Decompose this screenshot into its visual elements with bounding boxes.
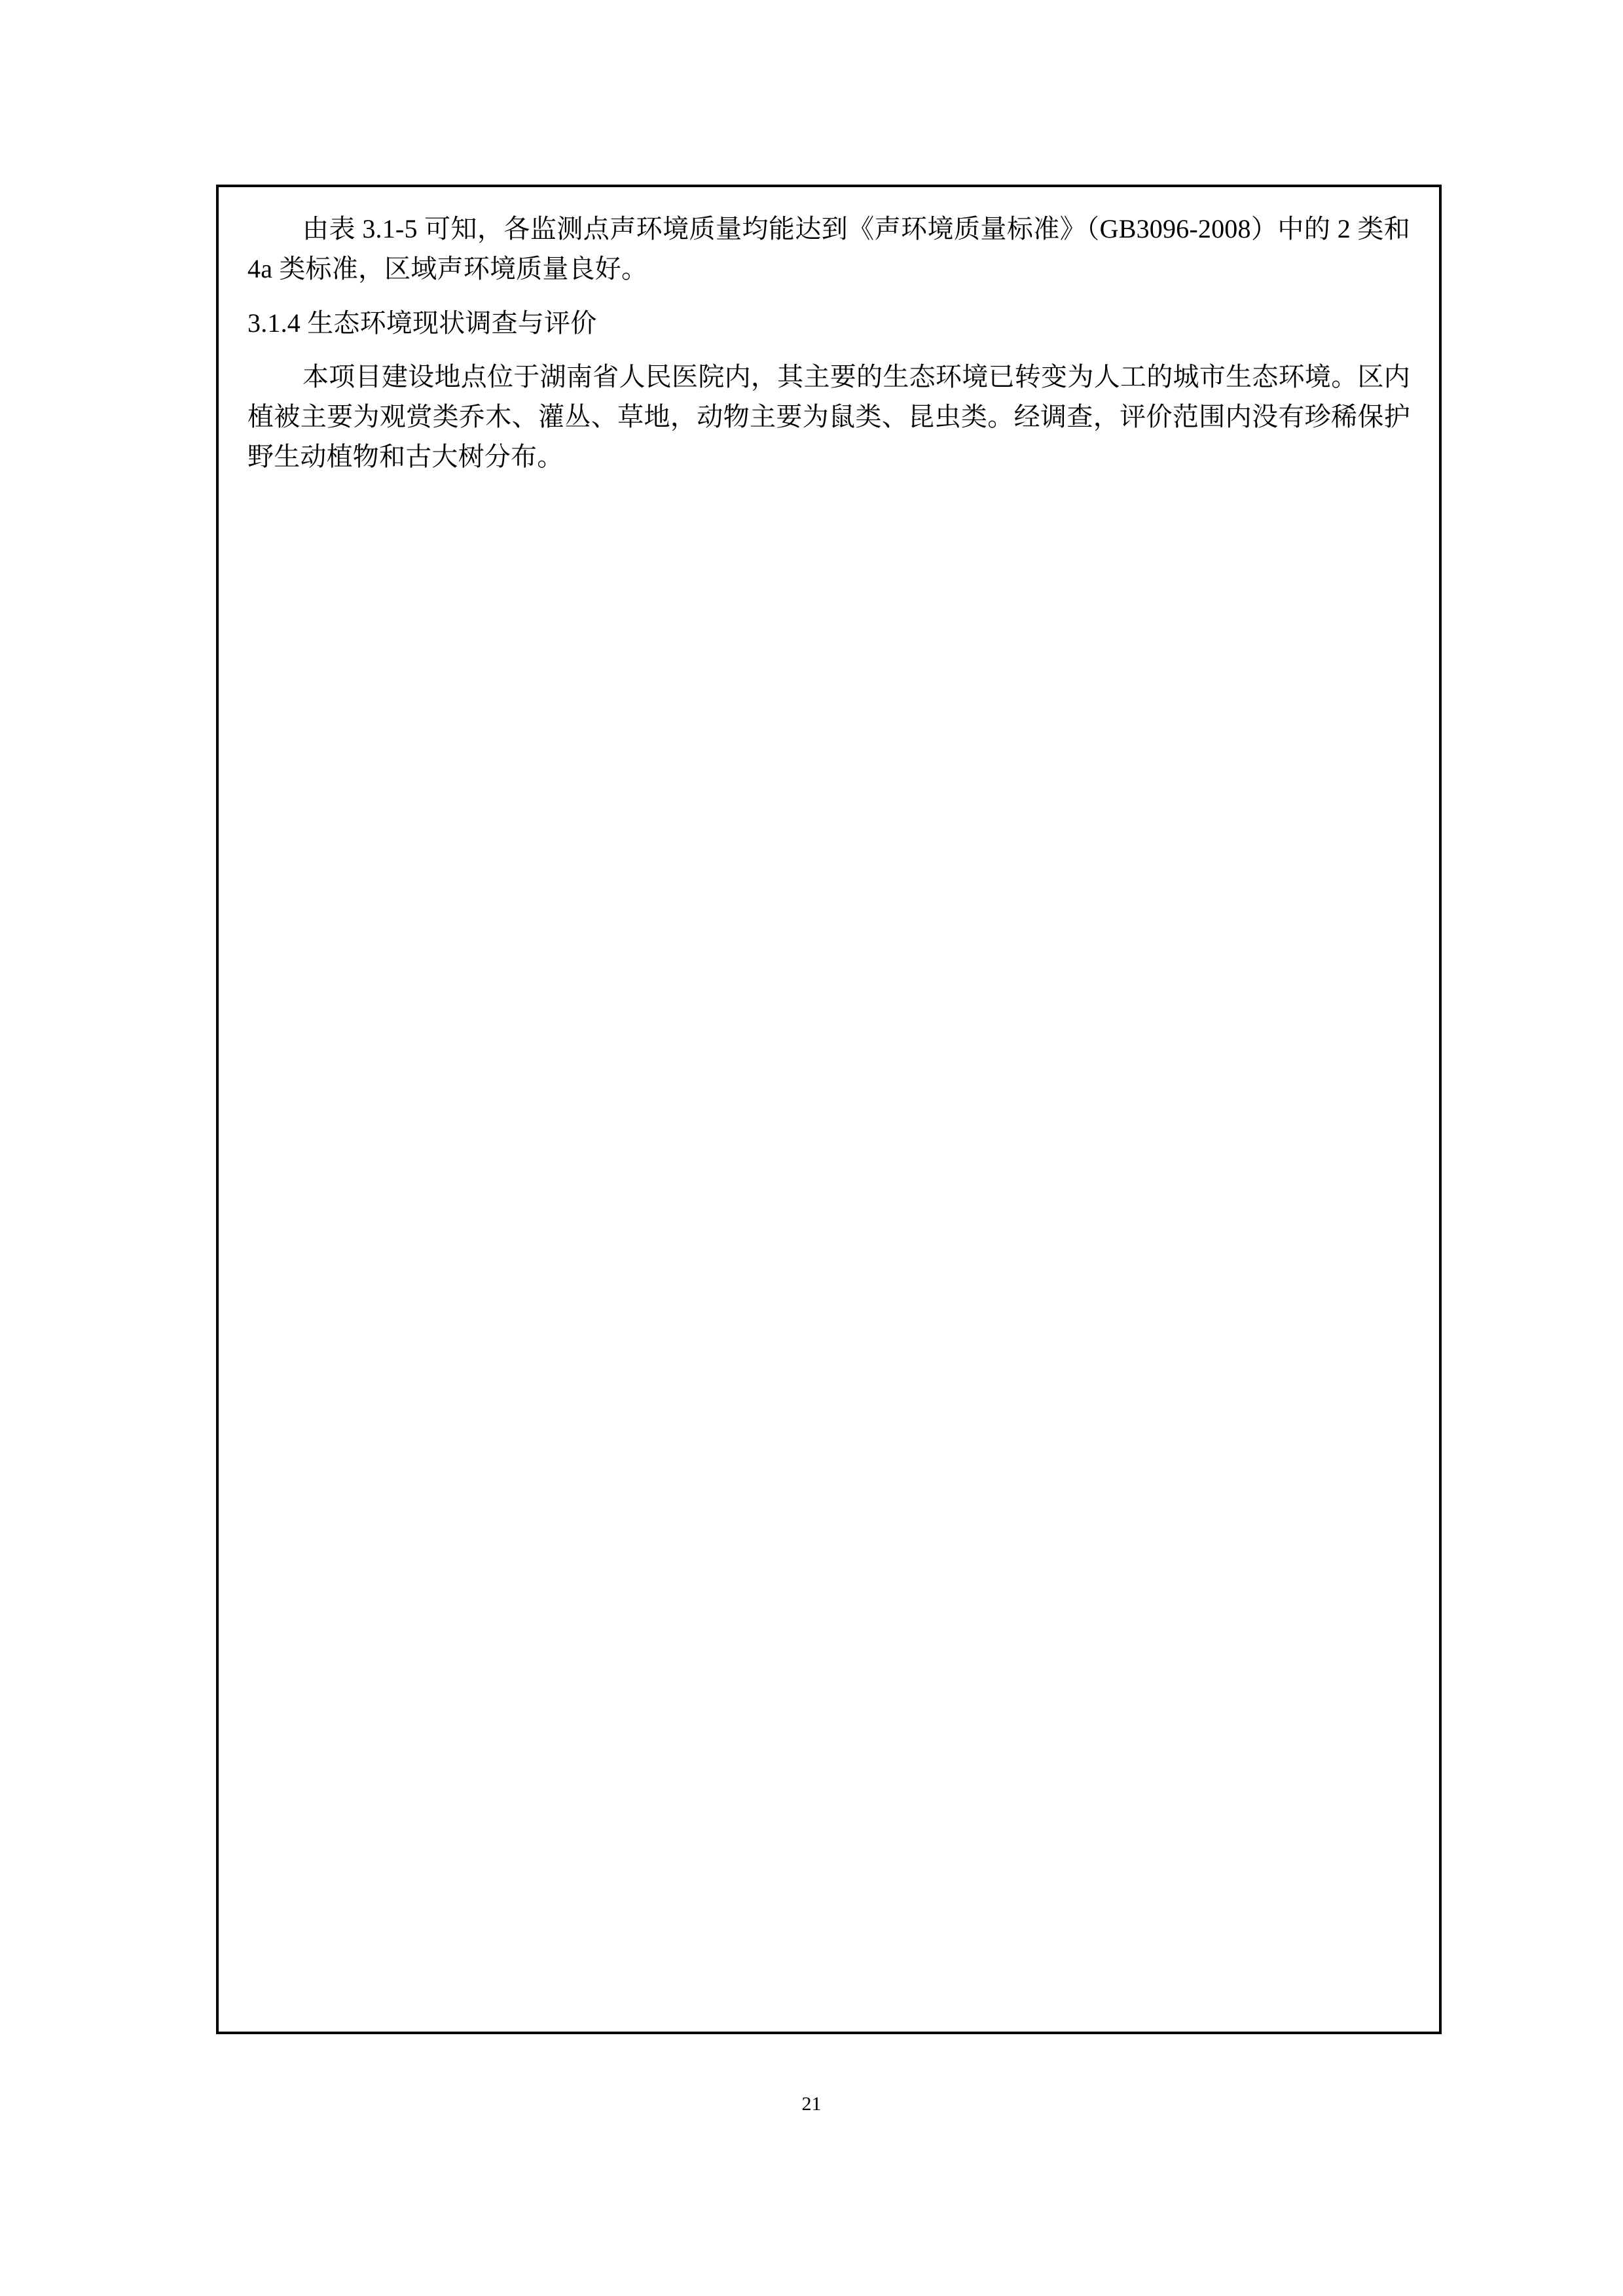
- page-number: 21: [801, 2093, 822, 2115]
- frame-inner: [219, 187, 1439, 477]
- section-heading-3-1-4: 3.1.4 生态环境现状调查与评价: [247, 308, 597, 338]
- paragraph-ecology-survey: 本项目建设地点位于湖南省人民医院内，其主要的生态环境已转变为人工的城市生态环境。区内植被主要为观赏类乔木、灌丛、草地，动物主要为鼠类、昆虫类。经调查，评价范围内没有珍稀保护野生动植物和古大树分布。: [247, 362, 1410, 471]
- content-frame: [216, 185, 1442, 2034]
- paragraph-noise-conclusion: 由表 3.1-5 可知，各监测点声环境质量均能达到《声环境质量标准》（GB3096-2008）中的 2 类和 4a 类标准，区域声环境质量良好。: [247, 214, 1410, 283]
